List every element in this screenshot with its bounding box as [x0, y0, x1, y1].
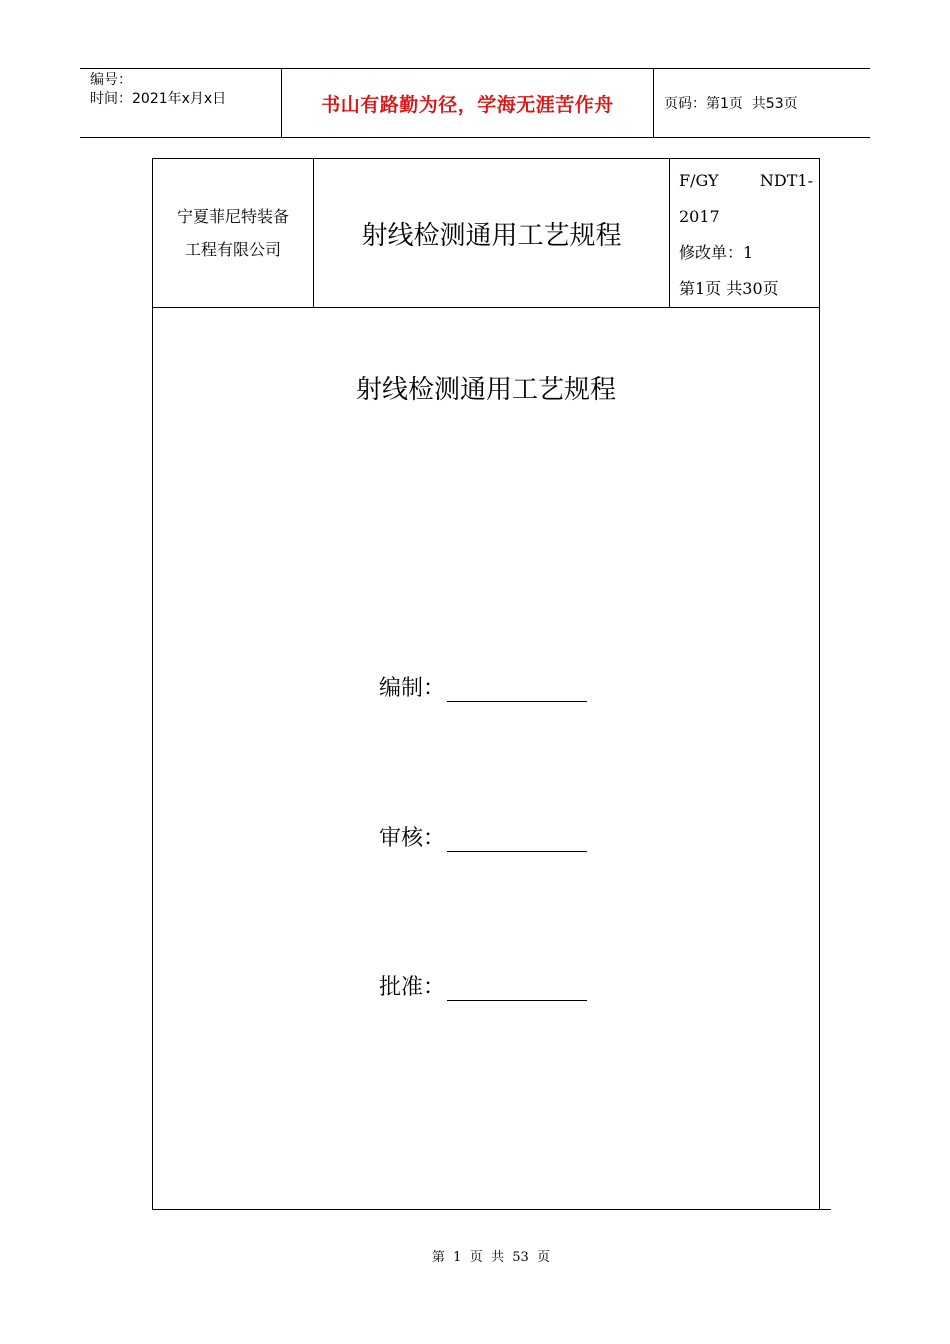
- document-code-cell: [670, 159, 819, 307]
- header-page-info-text: 页码：第1页 共53页: [664, 96, 798, 112]
- prepared-by-signature-line[interactable]: [447, 677, 587, 702]
- reviewed-by-label: 审核：: [379, 826, 446, 851]
- prepared-by-row: [379, 671, 587, 702]
- header-motto: 书山有路勤为径，学海无涯苦作舟: [282, 69, 654, 137]
- title-block-table: [153, 159, 819, 308]
- company-name-cell: [153, 159, 314, 307]
- header-meta: [80, 69, 282, 137]
- document-number-label: 编号：: [90, 72, 132, 88]
- document-code-row: [679, 163, 813, 199]
- document-time-label: 时间：2021年x月x日: [90, 91, 227, 107]
- approved-by-row: [379, 970, 587, 1001]
- company-name-line-2: 工程有限公司: [184, 240, 281, 259]
- approved-by-signature-line[interactable]: [447, 976, 587, 1001]
- reviewed-by-row: [379, 821, 587, 852]
- approved-by-label: 批准：: [379, 975, 446, 1000]
- document-code-year: 2017: [679, 207, 720, 226]
- footer-page-number: 第 1 页 共 53 页: [431, 1250, 551, 1265]
- header-page-info: [654, 69, 870, 137]
- prepared-by-label: 编制：: [379, 676, 446, 701]
- frame-corner-mark: [819, 1209, 831, 1210]
- reviewed-by-signature-line[interactable]: [447, 827, 587, 852]
- document-frame: [152, 158, 820, 1210]
- title-block-doc-title: 射线检测通用工艺规程: [314, 159, 670, 307]
- title-block-page-info: 第1页 共30页: [679, 279, 779, 298]
- running-header: [80, 68, 870, 138]
- company-name-line-1: 宁夏菲尼特装备: [176, 207, 289, 226]
- main-title: 射线检测通用工艺规程: [355, 375, 616, 405]
- document-code-suffix: NDT1-: [759, 171, 813, 190]
- revision-label: 修改单：1: [679, 243, 754, 262]
- page-footer: [0, 1246, 950, 1265]
- document-code-prefix: F/GY: [679, 171, 719, 190]
